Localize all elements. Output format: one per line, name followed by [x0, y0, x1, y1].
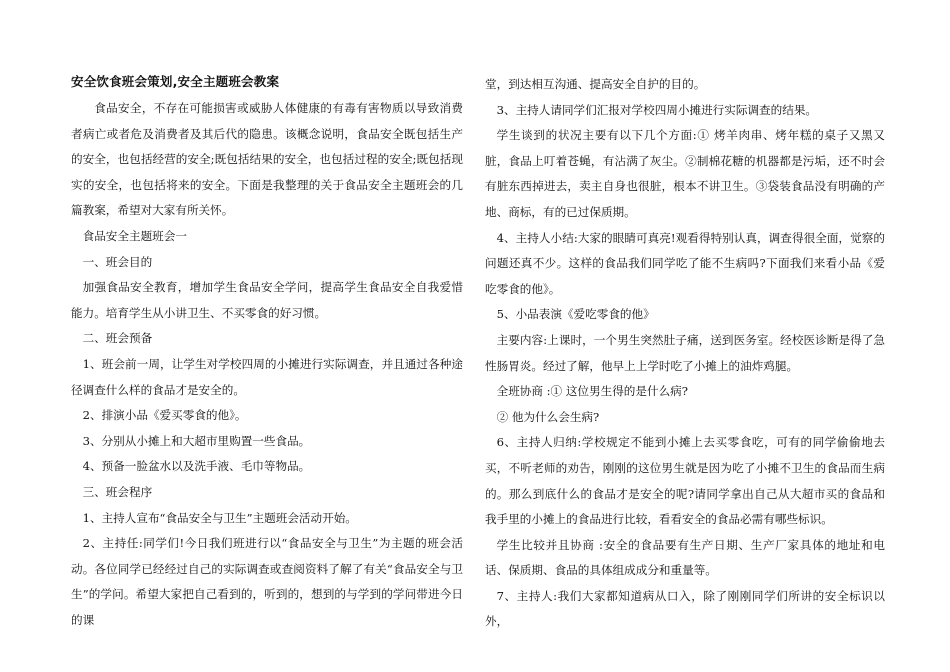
left-column: [71, 72, 463, 633]
paragraph: 7、主持人:我们大家都知道病从口入，除了刚刚同学们所讲的安全标识以外，: [485, 588, 885, 629]
paragraph: 6、主持人归纳:学校规定不能到小摊上去买零食吃，可有的同学偷偷地去买，不听老师的劝告，刚刚的这位男生就是因为吃了小摊不卫生的食品而生病的。那么到底什么的食品才是安全的呢?请同学拿出自己从大超市买的食品和我手里的小摊上的食品进行比较，看看安全的食品必需有哪些标识。: [485, 435, 885, 527]
paragraph: 4、主持人小结:大家的眼睛可真亮!观看得特别认真，调查得很全面，觉察的问题还真不少。这样的食品我们同学吃了能不生病吗?下面我们来看小品《爱吃零食的他》。: [485, 230, 885, 296]
paragraph: ② 他为什么会生病?: [496, 409, 600, 424]
paragraph: 4、预备一脸盆水以及洗手液、毛巾等物品。: [82, 459, 311, 474]
paragraph: 堂，到达相互沟通、提高安全自护的目的。: [485, 77, 706, 91]
section-heading: 一、班会目的: [82, 254, 153, 269]
paragraph: 学生谈到的状况主要有以下几个方面:① 烤羊肉串、烤年糕的桌子又黑又脏，食品上叮着苍蝇，有沾满了灰尘。②制棉花糖的机器都是污垢，还不时会有脏东西掉进去，卖主自身也很脏，根本不讲卫生。③袋装食品没有明确的产地、商标，有的已过保质期。: [485, 128, 885, 219]
paragraph: 2、排演小品《爱买零食的他》。: [82, 408, 247, 423]
paragraph: 主要内容:上课时，一个男生突然肚子痛，送到医务室。经校医诊断是得了急性肠胃炎。经过了解，他早上上学时吃了小摊上的油炸鸡腿。: [485, 332, 885, 373]
paragraph: 3、分别从小摊上和大超市里购置一些食品。: [82, 433, 311, 448]
section-heading: 食品安全主题班会一: [82, 228, 187, 243]
section-heading: 二、班会预备: [82, 331, 153, 346]
section-heading: 三、班会程序: [82, 484, 153, 499]
paragraph: 学生比较并且协商 :安全的食品要有生产日期、生产厂家具体的地址和电话、保质期、食品的具体组成成分和重量等。: [485, 537, 885, 578]
paragraph: 全班协商 :① 这位男生得的是什么病?: [496, 384, 688, 399]
paragraph: 1、主持人宣布“食品安全与卫生”主题班会活动开始。: [82, 510, 357, 525]
paragraph: 1、班会前一周，让学生对学校四周的小摊进行实际调查，并且通过各种途径调查什么样的食品才是安全的。: [71, 356, 463, 397]
paragraph: 5、小品表演《爱吃零食的他》: [496, 307, 655, 322]
right-column: [485, 72, 885, 635]
paragraph: 加强食品安全教育，增加学生食品安全学问，提高学生食品安全自我爱惜能力。培育学生从小讲卫生、不买零食的好习惯。: [71, 280, 463, 320]
intro-paragraph: 食品安全，不存在可能损害或威胁人体健康的有毒有害物质以导致消费者病亡或者危及消费者及其后代的隐患。该概念说明，食品安全既包括生产的安全，也包括经营的安全;既包括结果的安全，也包括过程的安全;既包括现实的安全，也包括将来的安全。下面是我整理的关于食品安全主题班会的几篇教案，希望对大家有所关怀。: [71, 101, 463, 218]
paragraph: 2、主持任:同学们!今日我们班进行以“食品安全与卫生”为主题的班会活动。各位同学已经经过自己的实际调查或查阅资料了解了有关“食品安全与卫生”的学问。希望大家把自己看到的，听到的，想到的与学到的学问带进今日的课: [71, 536, 463, 627]
paragraph: 3、主持人请同学们汇报对学校四周小摊进行实际调查的结果。: [496, 102, 818, 117]
document-title: 安全饮食班会策划,安全主题班会教案: [71, 74, 280, 89]
